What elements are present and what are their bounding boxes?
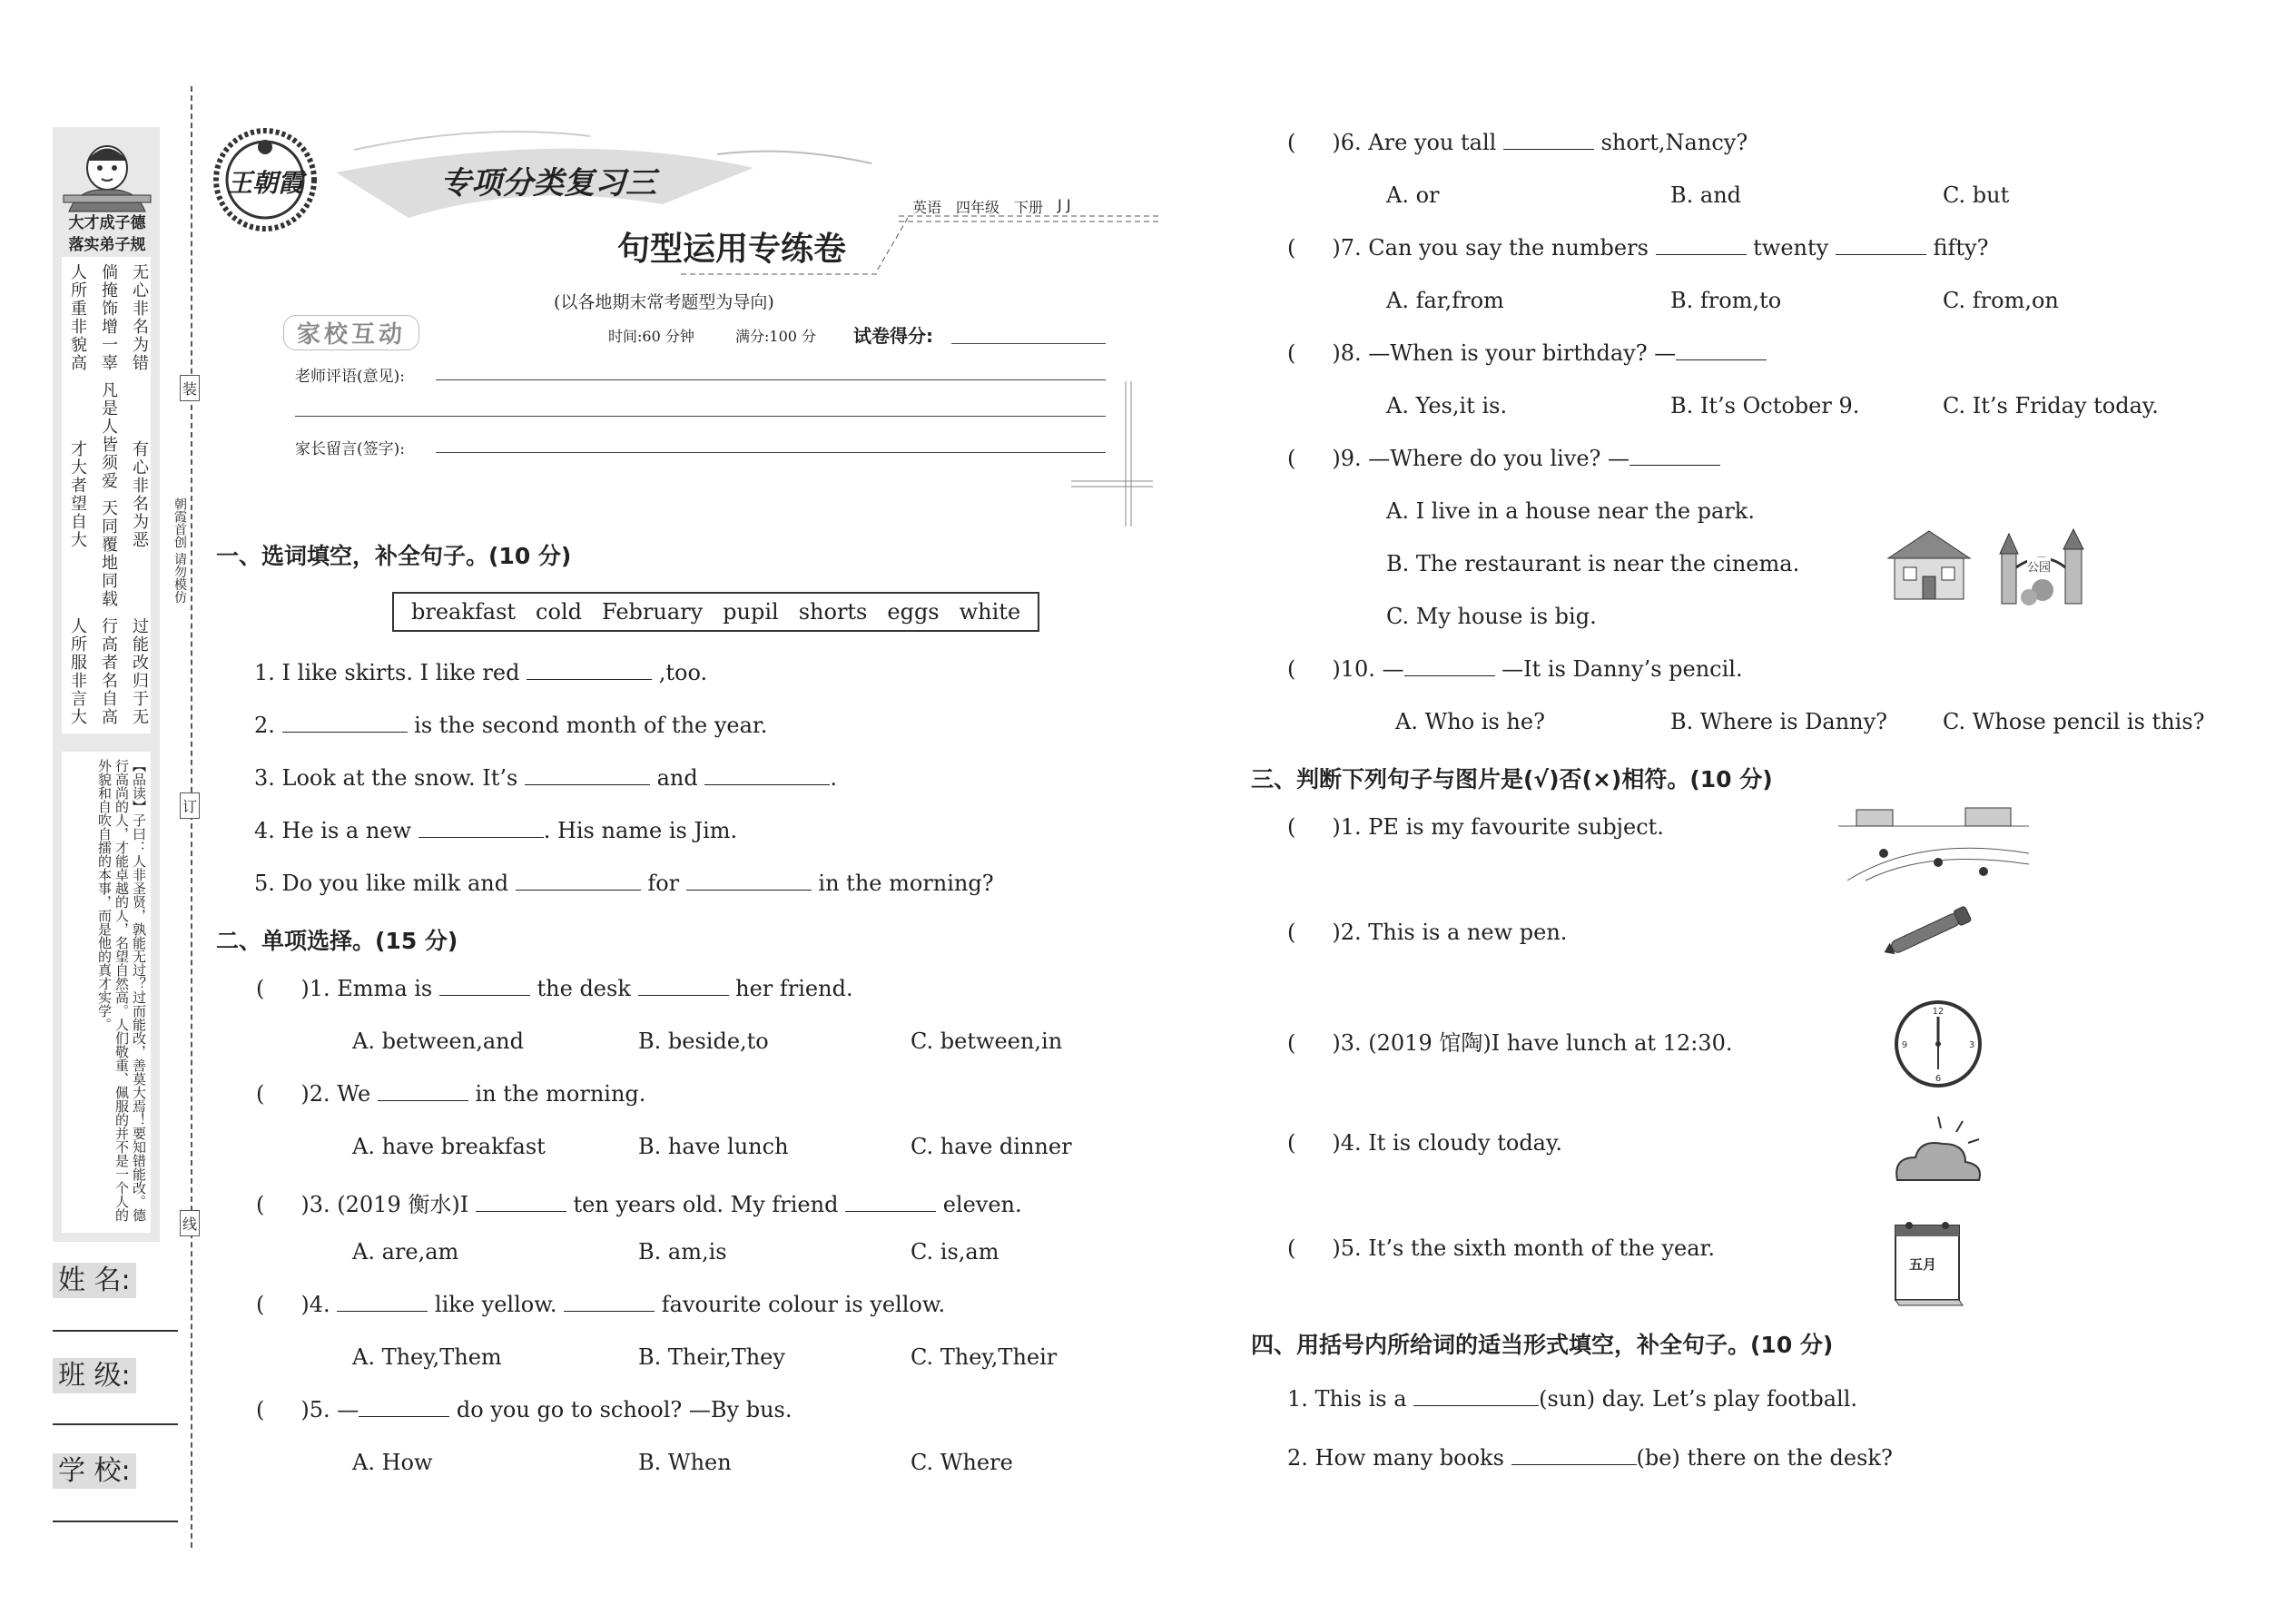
- cut-label: 线: [180, 1210, 200, 1236]
- s2-question-6: ( )6. Are you tall short,Nancy?: [1287, 130, 1748, 155]
- decor-lines: [1071, 381, 1153, 527]
- s2-option: C. It’s Friday today.: [1943, 393, 2159, 418]
- score-label: 试卷得分:: [853, 325, 933, 347]
- answer-blank[interactable]: [516, 873, 641, 891]
- section4-title: 四、用括号内所给词的适当形式填空，补全句子。(10 分): [1251, 1332, 1834, 1358]
- word-bank-item: shorts: [798, 599, 868, 625]
- parent-note-label: 家长留言(签字):: [295, 440, 405, 458]
- s2-question-1: ( )1. Emma is the desk her friend.: [256, 976, 853, 1001]
- answer-blank[interactable]: [1413, 1389, 1539, 1406]
- answer-blank[interactable]: [282, 715, 408, 733]
- section3-title: 三、判断下列句子与图片是(√)否(×)相符。(10 分): [1251, 766, 1773, 792]
- svg-text:3: 3: [1968, 1040, 1975, 1050]
- s2-option: B. am,is: [638, 1239, 727, 1265]
- teacher-comment-line[interactable]: [436, 379, 1106, 380]
- s2-option: A. far,from: [1386, 288, 1504, 313]
- s2-option: B. When: [638, 1450, 732, 1475]
- answer-blank[interactable]: [527, 663, 652, 680]
- answer-blank[interactable]: [638, 979, 729, 996]
- word-bank-item: February: [601, 599, 704, 625]
- answer-blank[interactable]: [1836, 238, 1926, 255]
- scholar-cartoon-icon: [60, 132, 154, 213]
- series-title: 专项分类复习三: [440, 165, 656, 202]
- score-field[interactable]: [951, 343, 1106, 344]
- s2-option: C. Where: [911, 1450, 1013, 1475]
- svg-text:12: 12: [1932, 1007, 1944, 1017]
- answer-blank[interactable]: [337, 1294, 428, 1312]
- answer-blank[interactable]: [564, 1294, 655, 1312]
- s2-option: B. It’s October 9.: [1670, 393, 1860, 418]
- s2-option: A. Yes,it is.: [1386, 393, 1508, 418]
- s2-option: B. Where is Danny?: [1670, 709, 1888, 734]
- school-field-label: 学 校:: [53, 1448, 136, 1488]
- s3-question-1: ( )1. PE is my favourite subject.: [1287, 814, 1664, 840]
- s2-option: C. is,am: [911, 1239, 999, 1265]
- teacher-comment-line-2[interactable]: [295, 416, 1106, 417]
- pen-picture-icon: [1879, 903, 1979, 958]
- s3-question-4: ( )4. It is cloudy today.: [1287, 1130, 1562, 1156]
- answer-blank[interactable]: [1503, 133, 1594, 150]
- motto-columns: 无心非名为错 有心非名为恶 过能改归于无 倘掩饰增一辜 凡是人皆须爱 天同覆地同载 行高者名自高 人所重非貌高 才大者望自大 人所服非言大: [68, 263, 149, 726]
- s2-option: A. Who is he?: [1395, 709, 1545, 734]
- answer-blank[interactable]: [439, 979, 530, 996]
- answer-blank[interactable]: [845, 1195, 936, 1212]
- parent-note-line[interactable]: [436, 452, 1106, 453]
- grade-meta: 英语 四年级 下册 J J: [912, 196, 1071, 216]
- answer-blank[interactable]: [686, 873, 812, 891]
- s2-option: B. Their,They: [638, 1344, 785, 1370]
- cloudy-picture-icon: [1888, 1112, 1988, 1189]
- svg-text:6: 6: [1935, 1074, 1942, 1084]
- answer-blank[interactable]: [525, 768, 650, 785]
- s2-option: A. are,am: [352, 1239, 459, 1265]
- s2-option: B. The restaurant is near the cinema.: [1386, 551, 1800, 576]
- class-field-label: 班 级:: [53, 1353, 136, 1393]
- cut-label: 订: [180, 792, 200, 819]
- playground-picture-icon: [1829, 799, 2038, 885]
- s2-option: A. I live in a house near the park.: [1386, 498, 1755, 524]
- section1-title: 一、选词填空，补全句子。(10 分): [216, 543, 572, 569]
- sidebar-slogan: 大才成子德 落实弟子规: [68, 214, 146, 254]
- word-bank: [392, 592, 1039, 632]
- s2-option: C. from,on: [1943, 288, 2059, 313]
- time-limit: 时间:60 分钟: [608, 328, 694, 345]
- word-bank-item: cold: [536, 599, 582, 625]
- s2-option: A. How: [352, 1450, 433, 1475]
- word-bank-item: eggs: [887, 599, 940, 625]
- house-picture-icon: [1884, 527, 1974, 604]
- s1-question-2: 2. is the second month of the year.: [254, 713, 768, 738]
- s3-question-5: ( )5. It’s the sixth month of the year.: [1287, 1235, 1715, 1261]
- s2-question-4: ( )4. like yellow. favourite colour is yellow.: [256, 1292, 946, 1317]
- word-bank-item: white: [959, 599, 1021, 625]
- section2-title: 二、单项选择。(15 分): [216, 928, 458, 954]
- answer-blank[interactable]: [378, 1084, 468, 1101]
- s2-question-3: ( )3. (2019 衡水)I ten years old. My friend eleven.: [256, 1192, 1022, 1217]
- home-school-badge: 家校互动: [283, 315, 419, 350]
- s2-option: B. beside,to: [638, 1029, 769, 1054]
- s2-question-7: ( )7. Can you say the numbers twenty fifty?: [1287, 235, 1989, 261]
- s2-option: A. between,and: [352, 1029, 524, 1054]
- answer-blank[interactable]: [1629, 448, 1720, 466]
- s3-question-3: ( )3. (2019 馆陶)I have lunch at 12:30.: [1287, 1030, 1733, 1056]
- answer-blank[interactable]: [704, 768, 830, 785]
- answer-blank[interactable]: [1656, 238, 1747, 255]
- s2-option: B. and: [1670, 182, 1742, 208]
- s2-option: B. from,to: [1670, 288, 1782, 313]
- s2-question-2: ( )2. We in the morning.: [256, 1081, 646, 1107]
- clock-picture-icon: [1893, 999, 1984, 1089]
- s4-question-1: 1. This is a (sun) day. Let’s play football.: [1287, 1386, 1858, 1412]
- s2-option: A. have breakfast: [352, 1134, 546, 1159]
- answer-blank[interactable]: [418, 821, 544, 838]
- s3-question-2: ( )2. This is a new pen.: [1287, 920, 1568, 945]
- s1-question-1: 1. I like skirts. I like red ,too.: [254, 660, 708, 685]
- s2-option: C. Whose pencil is this?: [1943, 709, 2205, 734]
- copyright-note: 朝霞首创 请勿模仿: [172, 497, 187, 604]
- answer-blank[interactable]: [1404, 659, 1495, 676]
- s2-option: A. or: [1386, 182, 1440, 208]
- page-title: 句型运用专练卷: [617, 230, 847, 268]
- answer-blank[interactable]: [1511, 1448, 1637, 1465]
- word-bank-item: pupil: [723, 599, 779, 625]
- answer-blank[interactable]: [476, 1195, 566, 1212]
- s2-option: A. They,Them: [352, 1344, 502, 1370]
- s2-question-9: ( )9. —Where do you live? —: [1287, 446, 1720, 471]
- s2-option: C. have dinner: [911, 1134, 1072, 1159]
- s2-question-8: ( )8. —When is your birthday? —: [1287, 340, 1767, 366]
- teacher-comment-label: 老师评语(意见):: [295, 368, 405, 386]
- answer-blank[interactable]: [359, 1400, 449, 1417]
- s2-option: C. My house is big.: [1386, 604, 1597, 629]
- full-score: 满分:100 分: [735, 328, 817, 345]
- word-bank-item: breakfast: [411, 599, 517, 625]
- s2-question-5: ( )5. — do you go to school? —By bus.: [256, 1397, 793, 1422]
- cut-label: 装: [180, 375, 200, 401]
- s2-option: C. between,in: [911, 1029, 1063, 1054]
- s2-option: B. have lunch: [638, 1134, 789, 1159]
- s1-question-3: 3. Look at the snow. It’s and .: [254, 765, 837, 791]
- school-field-line[interactable]: [53, 1521, 178, 1522]
- quote-text: 【品读】子曰：人非圣贤，孰能无过？过而能改，善莫大焉！要知错能改。德行高尚的人，才能卓越的人，名望自然高。人们敬重、佩服的并不是一个人的外貌和自吹自擂的本事，而是他的真才实学。: [96, 759, 147, 1222]
- svg-text:9: 9: [1901, 1040, 1908, 1050]
- s2-question-10: ( )10. — —It is Danny’s pencil.: [1287, 656, 1743, 682]
- s1-question-5: 5. Do you like milk and for in the morning?: [254, 871, 994, 896]
- s1-question-4: 4. He is a new . His name is Jim.: [254, 818, 738, 843]
- s4-question-2: 2. How many books (be) there on the desk?: [1287, 1445, 1893, 1471]
- s2-option: C. but: [1943, 182, 2010, 208]
- brand-logo-text: 王朝霞: [226, 168, 303, 198]
- answer-blank[interactable]: [1676, 343, 1767, 360]
- class-field-line[interactable]: [53, 1423, 178, 1425]
- name-field-line[interactable]: [53, 1330, 178, 1332]
- name-field-label: 姓 名:: [53, 1257, 136, 1297]
- page-subtitle: (以各地期末常考题型为导向): [554, 292, 774, 312]
- s2-option: C. They,Their: [911, 1344, 1058, 1370]
- calendar-label: 五月: [1909, 1256, 1937, 1273]
- park-sign: 公园: [2027, 557, 2051, 575]
